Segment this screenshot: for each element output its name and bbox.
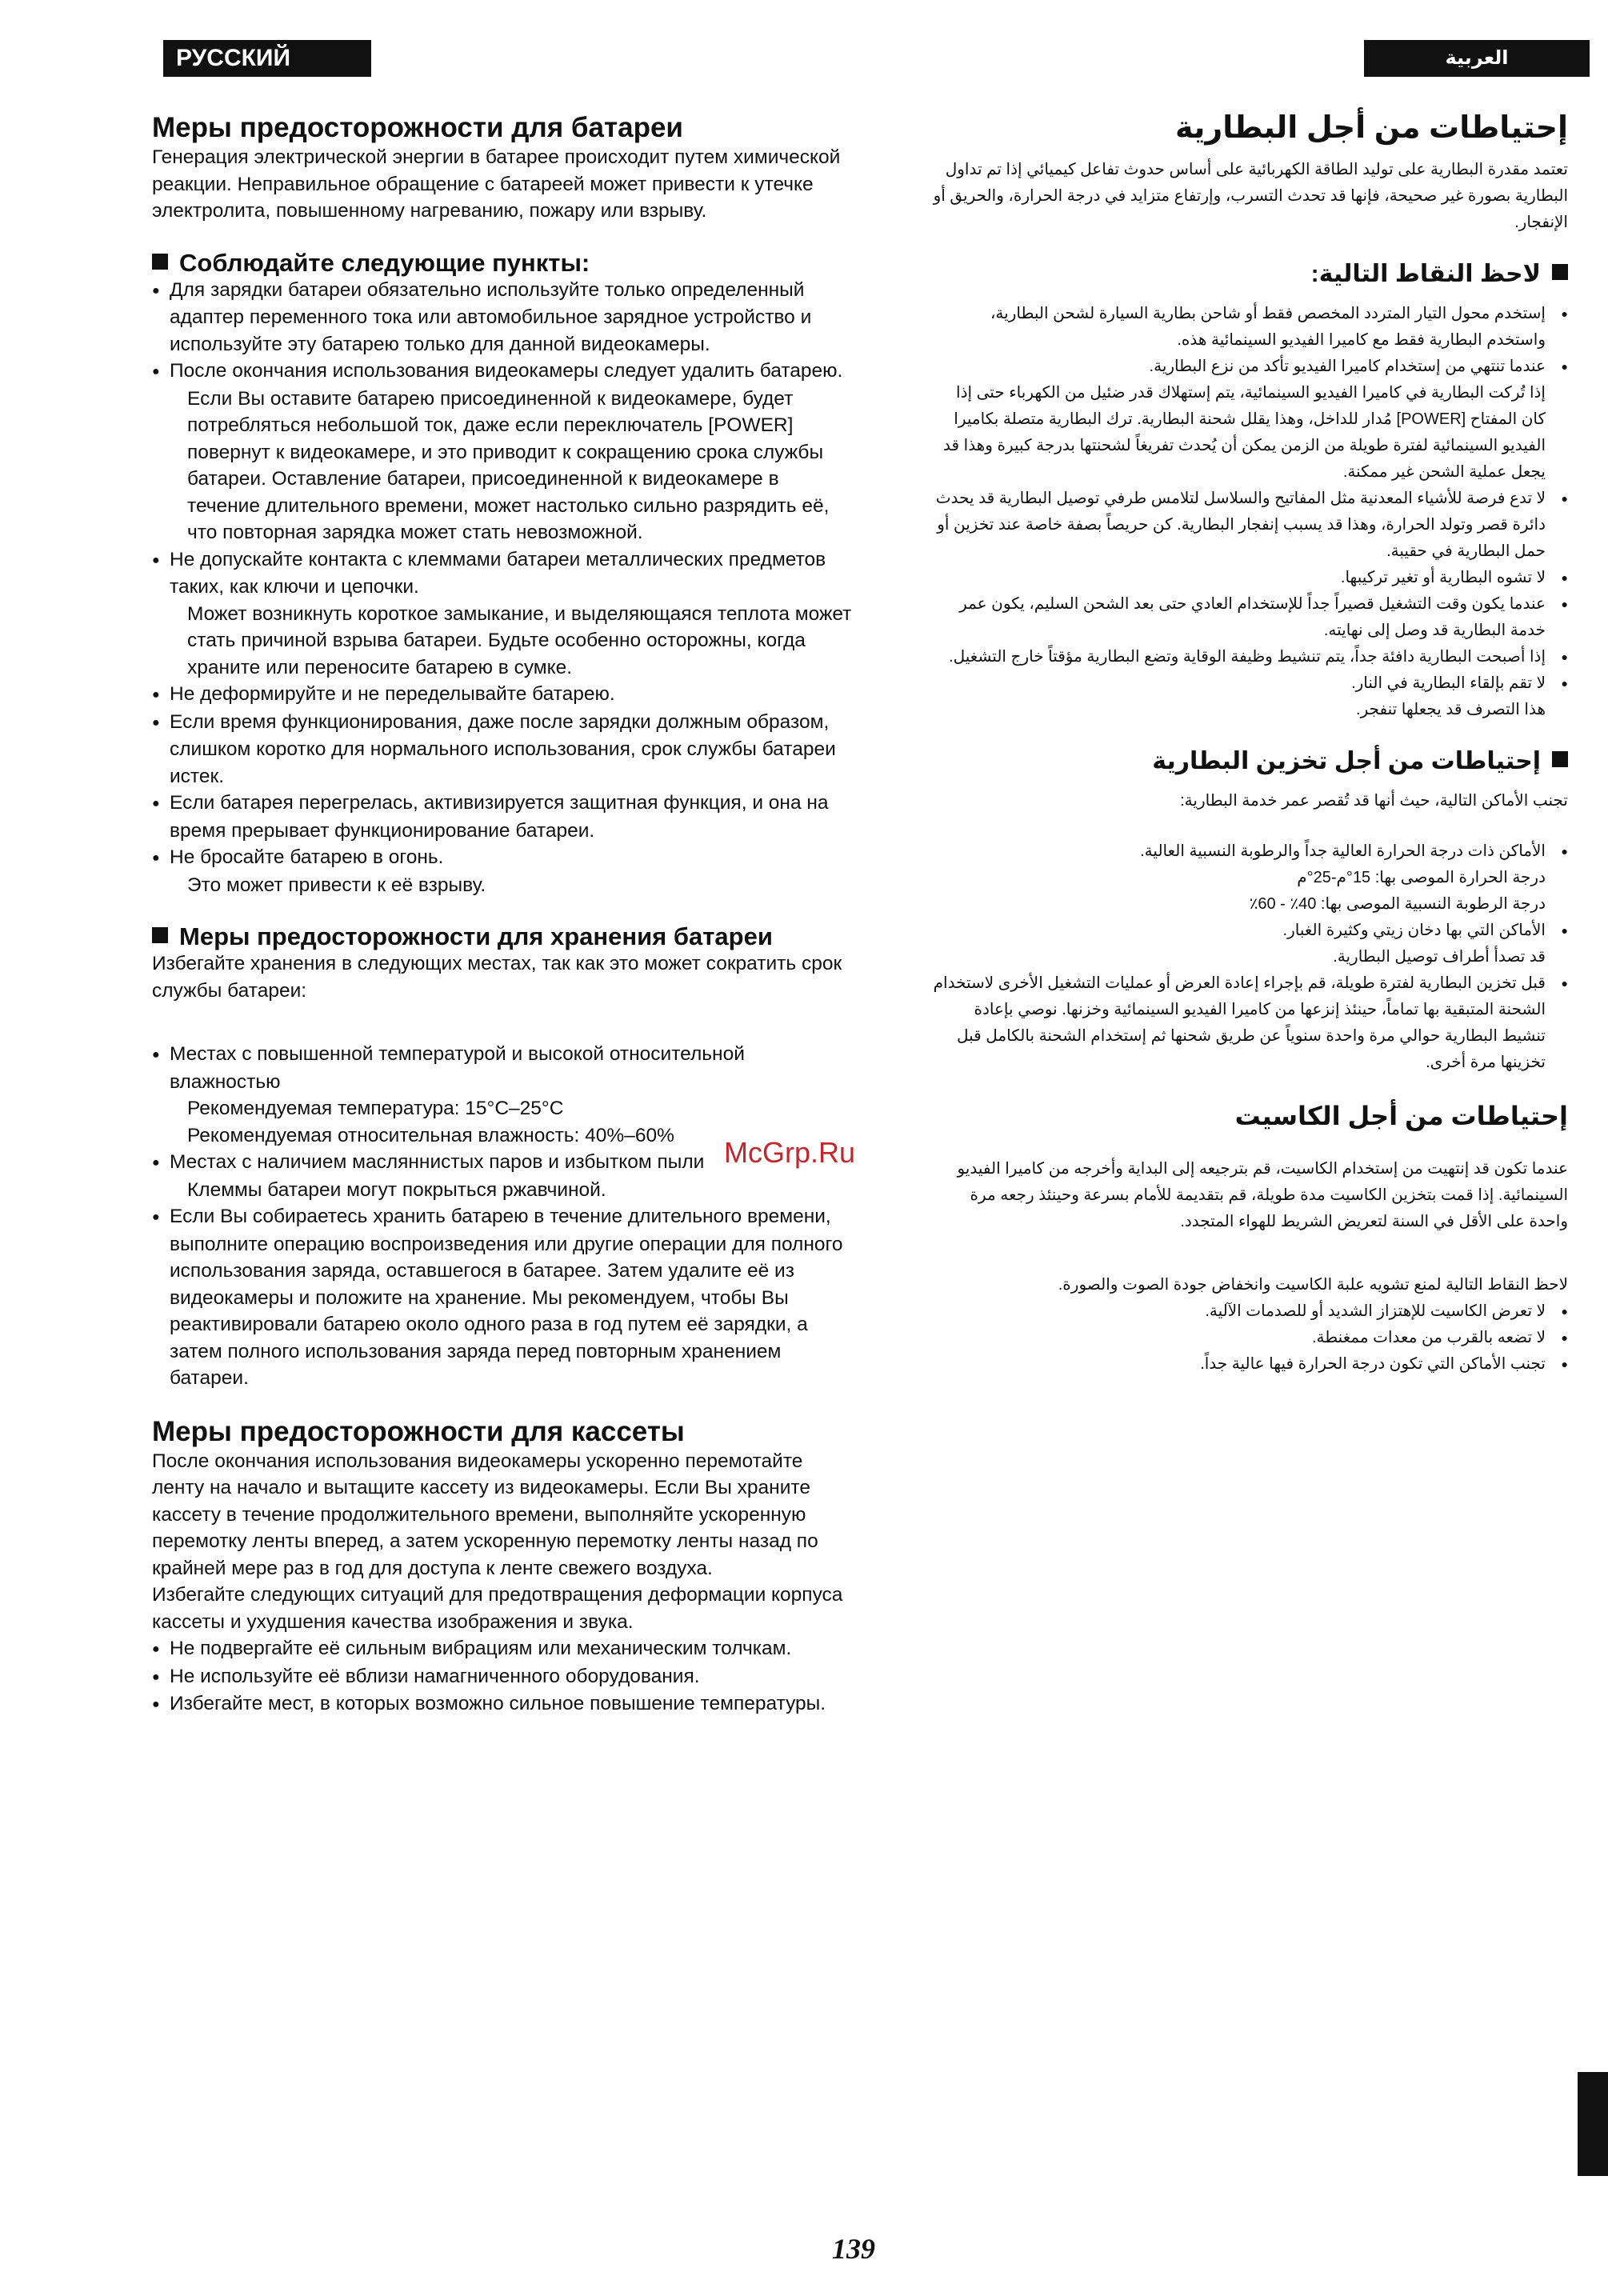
list-item: ● لا تشوه البطارية أو تغير تركيبها. — [932, 565, 1568, 591]
list-item: ● Если батарея перегрелась, активизируется защитная функция, и она на время прерывает функционирование батареи. — [152, 790, 856, 844]
recommended-temperature: Рекомендуемая температура: 15°C–25°C — [187, 1098, 564, 1119]
observe-heading-ar: لاحظ النقاط التالية: — [932, 260, 1568, 288]
list-item-note: Если Вы оставите батарею присоединенной к видеокамере, будет потребляться небольшой ток, даже если переключатель [POWER] повернут к видеокамере, и это приводит к сокращению срока службы батареи. Оставление батареи, присоединенной к видеокамере в течение длительного времени, может настолько сильно разрядить её, что повторная зарядка может стать невозможной. — [187, 387, 830, 543]
list-item-note: هذا التصرف قد يجعلها تنفجر. — [1356, 701, 1546, 718]
list-item-note: Это может привести к её взрыву. — [187, 874, 486, 896]
list-item: ● Не бросайте батарею в огонь. Это может привести к её взрыву. — [152, 844, 856, 898]
list-item: ● Местах с повышенной температурой и высокой относительной влажностью Рекомендуемая температура: 15°C–25°C Рекомендуемая относительная влажность: 40%–60% — [152, 1041, 856, 1149]
cassette-intro: После окончания использования видеокамеры ускоренно перемотайте ленту на начало и вытащите кассету из видеокамеры. Если Вы храните кассету в течение продолжительного времени, выполняйте ускоренную перемотку ленты вперед, а затем ускоренную перемотку ленты назад по крайней мере раз в год для доступа к ленте свежего воздуха. — [152, 1450, 818, 1579]
storage-heading-ar: إحتياطات من أجل تخزين البطارية — [932, 747, 1568, 775]
list-item-note: Клеммы батареи могут покрыться ржавчиной. — [187, 1178, 606, 1201]
recommended-temperature: درجة الحرارة الموصى بها: 15°م-25°م — [1297, 869, 1546, 886]
watermark: McGrp.Ru — [724, 1136, 856, 1169]
list-item: ● قبل تخزين البطارية لفترة طويلة، قم بإجراء إعادة العرض أو عمليات التشغيل الأخرى لاستخدام الشحنة المتبقية بها تماماً، حينئذ إنزعها من كاميرا الفيديو السينمائية وخزنها. نوصي بإعادة تنشيط البطارية حوالي مرة واحدة سنوياً عن طريق شحنها ثم إستخدام الشحنة بالكامل قبل تخزينها مرة أخرى. — [932, 970, 1568, 1076]
cassette-avoid: Избегайте следующих ситуаций для предотвращения деформации корпуса кассеты и ухудшения качества изображения и звука. — [152, 1584, 843, 1633]
storage-heading: Меры предосторожности для хранения батареи — [152, 922, 856, 950]
cassette-avoid-ar: لاحظ النقاط التالية لمنع تشويه علبة الكاسيت وانخفاض جودة الصوت والصورة. — [1058, 1276, 1568, 1294]
observe-heading: Соблюдайте следующие пункты: — [152, 249, 856, 277]
list-item: ● تجنب الأماكن التي تكون درجة الحرارة فيها عالية جداً. — [932, 1351, 1568, 1378]
square-bullet-icon — [1552, 751, 1568, 767]
list-item: ● Не деформируйте и не переделывайте батарею. — [152, 681, 856, 709]
list-item: ● После окончания использования видеокамеры следует удалить батарею. Если Вы оставите батарею присоединенной к видеокамере, будет потребляться небольшой ток, даже если переключатель [POWER] повернут к видеокамере, и это приводит к сокращению срока службы батареи. Оставление батареи, присоединенной к видеокамере в течение длительного времени, может настолько сильно разрядить её, что повторная зарядка может стать невозможной. — [152, 358, 856, 546]
square-bullet-icon — [152, 254, 168, 270]
list-item: ● Избегайте мест, в которых возможно сильное повышение температуры. — [152, 1690, 856, 1718]
battery-intro-ar: تعتمد مقدرة البطارية على توليد الطاقة الكهربائية على أساس حدوث تفاعل كيميائي إذا تم تداول البطارية بصورة غير صحيحة، فإنها قد تحدث التسرب، وإرتفاع متزايد في درجة الحرارة، والحريق أو الإنفجار. — [933, 161, 1568, 231]
list-item: ● لا تقم بإلقاء البطارية في النار. هذا التصرف قد يجعلها تنفجر. — [932, 670, 1568, 723]
cassette-precautions-title: Меры предосторожности для кассеты — [152, 1415, 685, 1447]
recommended-humidity: درجة الرطوبة النسبية الموصى بها: 40٪ - 60٪ — [1249, 895, 1546, 913]
battery-precautions-title-ar: إحتياطات من أجل البطارية — [1175, 111, 1568, 145]
list-item-note: قد تصدأ أطراف توصيل البطارية. — [1333, 948, 1546, 966]
cassette-precautions-title-ar: إحتياطات من أجل الكاسيت — [1234, 1102, 1568, 1130]
list-item: ● لا تضعه بالقرب من معدات ممغنطة. — [932, 1325, 1568, 1351]
list-item: ● الأماكن التي بها دخان زيتي وكثيرة الغبار. قد تصدأ أطراف توصيل البطارية. — [932, 918, 1568, 970]
cassette-intro-ar: عندما تكون قد إنتهيت من إستخدام الكاسيت، قم بترجيعه إلى البداية وأخرجه من كاميرا الفيديو السينمائية. إذا قمت بتخزين الكاسيت مدة طويلة، قم بتقديمة للأمام بسرعة وحينئذ رجعه مرة واحدة على الأقل في السنة لتعريض الشريط للهواء المتجدد. — [957, 1160, 1568, 1230]
page-number: 139 — [832, 2233, 875, 2265]
observe-list-ar — [932, 301, 1568, 723]
square-bullet-icon — [152, 927, 168, 943]
list-item: ● Если время функционирования, даже после зарядки должным образом, слишком коротко для нормального использования, срок службы батареи истек. — [152, 709, 856, 790]
storage-intro: Избегайте хранения в следующих местах, так как это может сократить срок службы батареи: — [152, 953, 842, 1002]
recommended-humidity: Рекомендуемая относительная влажность: 40%–60% — [187, 1124, 674, 1146]
storage-list-ar — [932, 838, 1568, 1076]
list-item: ● إستخدم محول التيار المتردد المخصص فقط أو شاحن بطارية السيارة لشحن البطارية، واستخدم البطارية فقط مع كاميرا الفيديو السينمائية هذه. — [932, 301, 1568, 354]
arabic-column — [932, 112, 1568, 1378]
list-item: ● عندما تنتهي من إستخدام كاميرا الفيديو تأكد من نزع البطارية. إذا تُركت البطارية في كاميرا الفيديو السينمائية، يتم إستهلاك قدر ضئيل من الكهرباء حتى إذا كان المفتاح [POWER] مُدار للداخل، وهذا يقلل شحنة البطارية. ترك البطارية متصلة بكاميرا الفيديو السينمائية لفترة طويلة من الزمن يمكن أن يُحدث تفريغاً لشحنتها بدرجة كبيرة وهذا قد يجعل عملية الشحن غير ممكنة. — [932, 354, 1568, 486]
list-item: ● Местах с наличием масляннистых паров и избытком пыли Клеммы батареи могут покрыться ржавчиной. — [152, 1149, 856, 1203]
list-item-note: Может возникнуть короткое замыкание, и выделяющаяся теплота может стать причиной взрыва батареи. Будьте особенно осторожны, когда храните или переносите батарею в сумке. — [187, 602, 852, 678]
list-item: ● لا تدع فرصة للأشياء المعدنية مثل المفاتيح والسلاسل لتلامس طرفي توصيل البطارية قد يحدث دائرة قصر وتولد الحرارة، وهذا قد يسبب إنفجار البطارية. كن حريصاً بصفة خاصة عند تخزين أو حمل البطارية في حقيبة. — [932, 486, 1568, 565]
battery-intro: Генерация электрической энергии в батарее происходит путем химической реакции. Неправильное обращение с батареей может привести к утечке электролита, повышенному нагреванию, пожару или взрыву. — [152, 146, 841, 222]
storage-intro-ar: تجنب الأماكن التالية، حيث أنها قد تُقصر عمر خدمة البطارية: — [1180, 792, 1568, 810]
storage-list — [152, 1041, 856, 1392]
cassette-list — [152, 1635, 856, 1718]
edge-thumb-tab — [1578, 2072, 1608, 2176]
list-item: ● Не допускайте контакта с клеммами батареи металлических предметов таких, как ключи и цепочки. Может возникнуть короткое замыкание, и выделяющаяся теплота может стать причиной взрыва батареи. Будьте особенно осторожны, когда храните или переносите батарею в сумке. — [152, 546, 856, 682]
list-item: ● Не подвергайте её сильным вибрациям или механическим толчкам. — [152, 1635, 856, 1663]
russian-column — [152, 112, 856, 1718]
cassette-list-ar — [932, 1298, 1568, 1378]
list-item: ● الأماكن ذات درجة الحرارة العالية جداً والرطوبة النسبية العالية. درجة الحرارة الموصى بها: 15°م-25°م درجة الرطوبة النسبية الموصى بها: 40٪ - 60٪ — [932, 838, 1568, 918]
list-item: ● Не используйте её вблизи намагниченного оборудования. — [152, 1663, 856, 1691]
list-item-note: إذا تُركت البطارية في كاميرا الفيديو السينمائية، يتم إستهلاك قدر ضئيل من الكهرباء حتى إذا كان المفتاح [POWER] مُدار للداخل، وهذا يقلل شحنة البطارية. ترك البطارية متصلة بكاميرا الفيديو السينمائية لفترة طويلة من الزمن يمكن أن يُحدث تفريغاً لشحنتها بدرجة كبيرة وهذا قد يجعل عملية الشحن غير ممكنة. — [943, 384, 1546, 481]
observe-list — [152, 277, 856, 899]
list-item: ● Для зарядки батареи обязательно используйте только определенный адаптер переменного тока или автомобильное зарядное устройство и используйте эту батарею только для данной видеокамеры. — [152, 277, 856, 358]
square-bullet-icon — [1552, 264, 1568, 280]
language-tab-arabic: العربية — [1364, 40, 1590, 77]
battery-precautions-title: Меры предосторожности для батареи — [152, 112, 683, 143]
language-tab-russian: РУССКИЙ ЯЗЫК — [163, 40, 371, 77]
list-item: ● Если Вы собираетесь хранить батарею в течение длительного времени, выполните операцию воспроизведения или другие операции для полного использования заряда, оставшегося в батарее. Затем удалите её из видеокамеры и положите на хранение. Мы рекомендуем, чтобы Вы реактивировали батарею около одного раза в год путем её зарядки, а затем полного использования заряда перед повторным хранением батареи. — [152, 1203, 856, 1392]
list-item: ● لا تعرض الكاسيت للإهتزاز الشديد أو للصدمات الآلية. — [932, 1298, 1568, 1325]
list-item: ● عندما يكون وقت التشغيل قصيراً جداً للإستخدام العادي حتى بعد الشحن السليم، يكون عمر خدمة البطارية قد وصل إلى نهايته. — [932, 591, 1568, 644]
list-item: ● إذا أصبحت البطارية دافئة جداً، يتم تنشيط وظيفة الوقاية وتضع البطارية مؤقتاً خارج التشغيل. — [932, 644, 1568, 670]
